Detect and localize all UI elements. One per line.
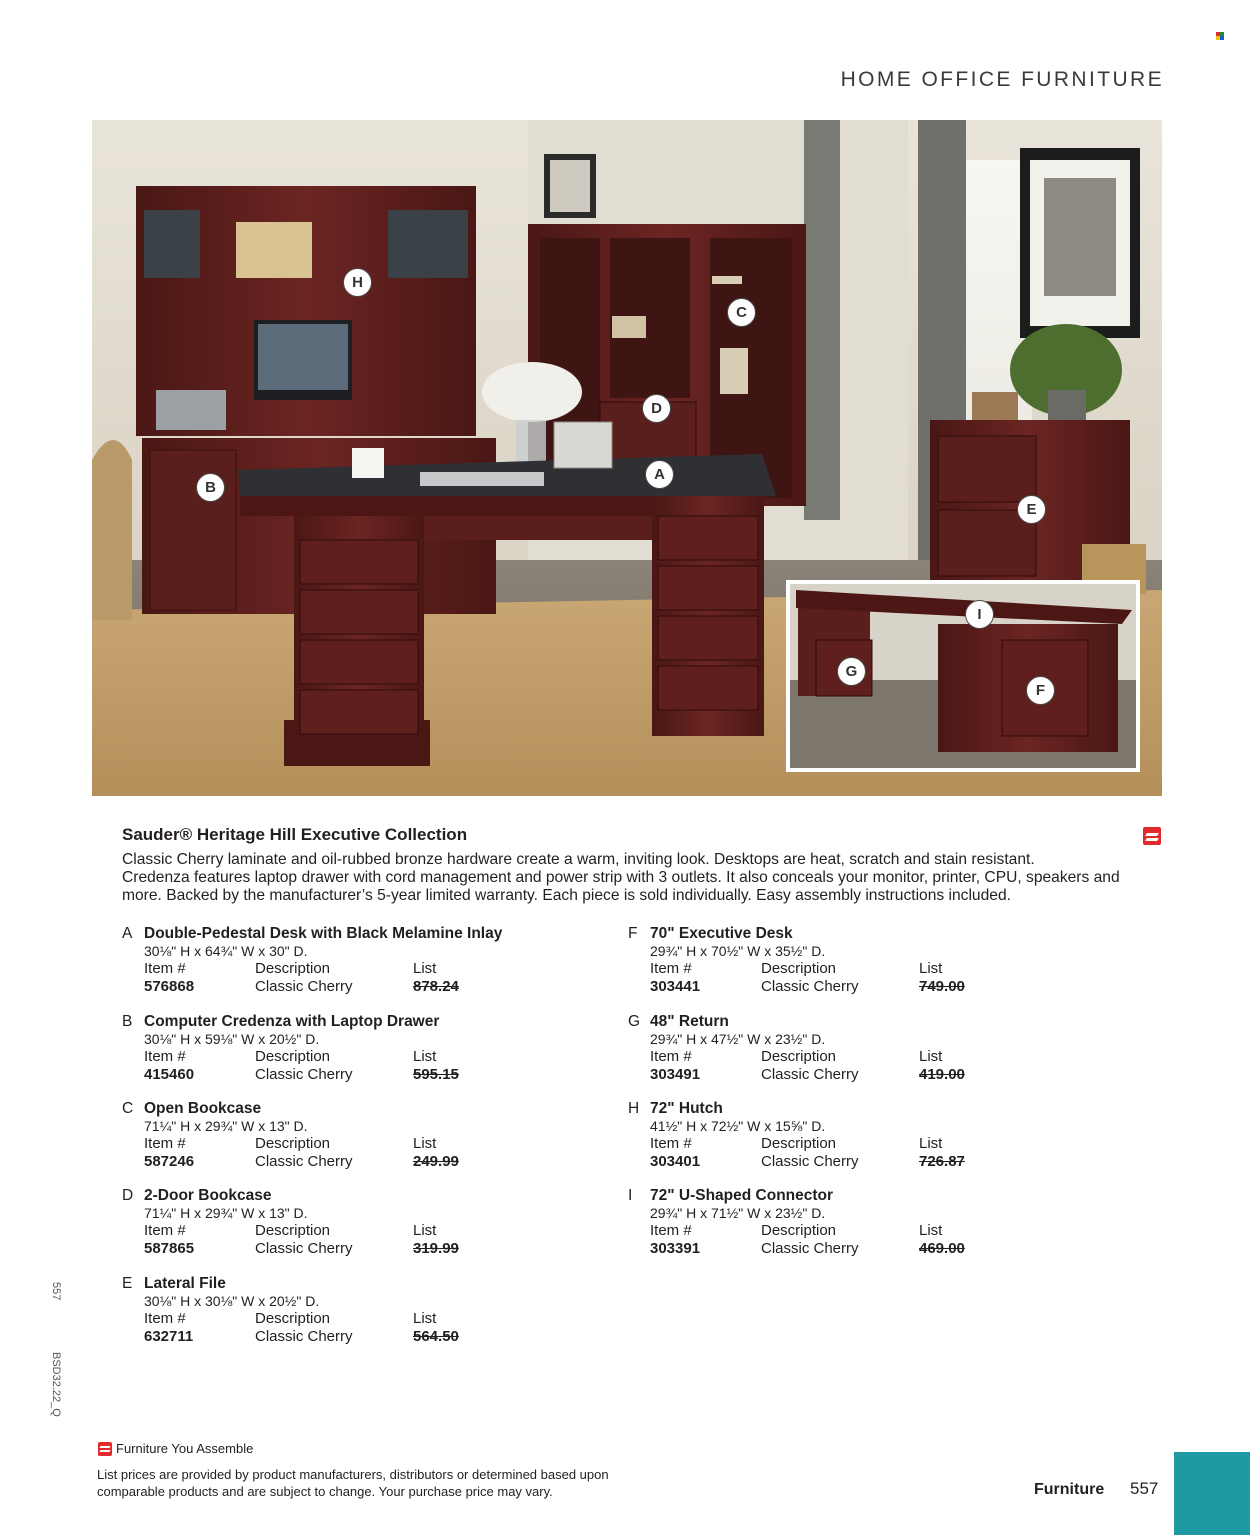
header-item: Item # xyxy=(650,1048,692,1065)
table-row xyxy=(628,977,965,996)
table-row xyxy=(122,1239,459,1258)
product-title: Computer Credenza with Laptop Drawer xyxy=(144,1013,440,1030)
item-number: 632711 xyxy=(144,1327,194,1345)
product-letter: C xyxy=(122,1100,134,1117)
table-row xyxy=(628,1065,965,1084)
product-dimensions: 30⅛" H x 59⅛" W x 20½" D. xyxy=(144,1030,320,1047)
product-name xyxy=(628,1100,825,1118)
header-item: Item # xyxy=(144,1135,186,1152)
list-price: 419.00 xyxy=(919,1065,965,1083)
callout-g: G xyxy=(837,657,866,686)
product-letter: D xyxy=(122,1187,134,1204)
header-list: List xyxy=(413,1135,437,1152)
list-price: 319.99 xyxy=(413,1239,459,1257)
header-description: Description xyxy=(761,1135,837,1152)
footer-page-number: 557 xyxy=(1130,1479,1159,1498)
description-line: more. Backed by the manufacturer’s 5-year limited warranty. Each piece is sold individually. Easy assembly instructions included. xyxy=(122,887,1011,904)
product-title: 2-Door Bookcase xyxy=(144,1187,272,1204)
product-title: 70" Executive Desk xyxy=(650,925,793,942)
callout-c: C xyxy=(727,298,756,327)
header-item: Item # xyxy=(144,1222,186,1239)
product-name xyxy=(122,1187,308,1205)
product-letter: G xyxy=(628,1013,641,1030)
table-header-row xyxy=(122,1048,439,1066)
footer-disclaimer xyxy=(97,1466,609,1500)
product-name xyxy=(122,1275,319,1293)
table-row xyxy=(122,1152,459,1171)
office-scene-illustration xyxy=(92,120,1162,796)
page-tab xyxy=(1174,1452,1250,1535)
description-line: Credenza features laptop drawer with cord management and power strip with 3 outlets. It also conceals your monitor, printer, CPU, speakers and xyxy=(122,869,1120,886)
header-list: List xyxy=(919,1048,943,1065)
footer-category: Furniture xyxy=(1034,1481,1105,1498)
item-description: Classic Cherry xyxy=(761,1152,859,1170)
product-letter: E xyxy=(122,1275,133,1292)
table-header-row xyxy=(122,1310,437,1328)
product-name xyxy=(122,1013,439,1031)
product-dimensions: 30⅛" H x 30⅛" W x 20½" D. xyxy=(144,1292,320,1309)
product-item-d xyxy=(122,1187,459,1257)
product-title: 48" Return xyxy=(650,1013,729,1030)
header-description: Description xyxy=(761,1222,837,1239)
item-number: 587865 xyxy=(144,1239,195,1257)
product-dimensions: 29¾" H x 70½" W x 35½" D. xyxy=(650,942,826,959)
table-row xyxy=(628,1239,965,1258)
table-row xyxy=(122,978,502,996)
product-photo xyxy=(92,120,1162,796)
header-description: Description xyxy=(761,1048,837,1065)
callout-a: A xyxy=(645,460,674,489)
item-description: Classic Cherry xyxy=(255,1065,353,1083)
item-number: 415460 xyxy=(144,1065,195,1083)
table-row xyxy=(628,1152,965,1171)
header-description: Description xyxy=(255,1222,331,1239)
collection-title: Sauder® Heritage Hill Executive Collection xyxy=(122,825,468,844)
product-letter: F xyxy=(628,925,638,942)
table-header-row xyxy=(122,1135,437,1153)
header-list: List xyxy=(413,1048,437,1065)
section-header: HOME OFFICE FURNITURE xyxy=(840,68,1164,91)
item-description: Classic Cherry xyxy=(255,977,353,995)
item-description: Classic Cherry xyxy=(761,1065,859,1083)
furniture-you-assemble-icon xyxy=(98,1442,112,1456)
list-price: 564.50 xyxy=(413,1327,459,1345)
table-header-row xyxy=(122,960,502,978)
header-list: List xyxy=(413,1222,437,1239)
header-item: Item # xyxy=(144,1048,186,1065)
header-description: Description xyxy=(255,1310,331,1327)
table-row xyxy=(122,1065,459,1084)
header-item: Item # xyxy=(650,1135,692,1152)
list-price: 878.24 xyxy=(413,977,459,995)
product-name xyxy=(628,925,825,943)
product-dimensions: 41½" H x 72½" W x 15⅝" D. xyxy=(650,1117,826,1134)
item-number: 303401 xyxy=(650,1152,701,1170)
product-name xyxy=(122,925,502,943)
item-number: 303441 xyxy=(650,977,701,995)
product-item-f xyxy=(628,925,965,995)
product-dimensions: 30⅛" H x 64¾" W x 30" D. xyxy=(144,942,308,959)
product-letter: I xyxy=(628,1187,633,1204)
footer-legend xyxy=(98,1441,253,1456)
header-description: Description xyxy=(255,1135,331,1152)
header-list: List xyxy=(413,960,437,977)
product-title: 72" U-Shaped Connector xyxy=(650,1187,834,1204)
item-description: Classic Cherry xyxy=(761,1239,859,1257)
side-page-number: 557 xyxy=(50,1282,62,1301)
header-list: List xyxy=(919,1222,943,1239)
header-item: Item # xyxy=(144,960,186,977)
catalog-code: BSD32.22_Q xyxy=(50,1352,62,1417)
description-line: Classic Cherry laminate and oil-rubbed bronze hardware create a warm, inviting look. Desktops are heat, scratch and stain resistant. xyxy=(122,851,1035,868)
item-number: 303391 xyxy=(650,1239,701,1257)
header-item: Item # xyxy=(650,960,692,977)
header-list: List xyxy=(919,960,943,977)
collection-description xyxy=(122,851,1132,905)
registration-mark-icon xyxy=(1216,32,1224,40)
product-item-b xyxy=(122,1013,459,1083)
list-price: 469.00 xyxy=(919,1239,965,1257)
table-header-row xyxy=(628,1048,943,1066)
callout-i: I xyxy=(965,600,994,629)
product-item-g xyxy=(628,1013,965,1083)
header-item: Item # xyxy=(650,1222,692,1239)
table-header-row xyxy=(628,1135,943,1153)
disclaimer-line: comparable products and are subject to change. Your purchase price may vary. xyxy=(97,1484,553,1499)
product-item-a xyxy=(122,925,502,995)
header-list: List xyxy=(413,1310,437,1327)
disclaimer-line: List prices are provided by product manufacturers, distributors or determined based upon xyxy=(97,1467,609,1482)
product-name xyxy=(628,1187,833,1205)
furniture-you-assemble-icon xyxy=(1143,827,1161,845)
product-item-e xyxy=(122,1275,459,1345)
list-price: 249.99 xyxy=(413,1152,459,1170)
callout-d: D xyxy=(642,394,671,423)
table-row xyxy=(122,1327,459,1346)
item-description: Classic Cherry xyxy=(255,1152,353,1170)
list-price: 595.15 xyxy=(413,1065,459,1083)
item-number: 576868 xyxy=(144,977,195,995)
header-item: Item # xyxy=(144,1310,186,1327)
item-description: Classic Cherry xyxy=(761,977,859,995)
callout-e: E xyxy=(1017,495,1046,524)
callout-b: B xyxy=(196,473,225,502)
product-letter: H xyxy=(628,1100,640,1117)
table-header-row xyxy=(122,1222,437,1240)
table-header-row xyxy=(628,1222,943,1240)
item-description: Classic Cherry xyxy=(255,1239,353,1257)
product-dimensions: 71¼" H x 29¾" W x 13" D. xyxy=(144,1117,308,1134)
product-title: Double-Pedestal Desk with Black Melamine Inlay xyxy=(144,925,503,942)
header-description: Description xyxy=(761,960,837,977)
product-item-i xyxy=(628,1187,965,1257)
product-letter: B xyxy=(122,1013,133,1030)
product-dimensions: 71¼" H x 29¾" W x 13" D. xyxy=(144,1204,308,1221)
callout-h: H xyxy=(343,268,372,297)
list-price: 749.00 xyxy=(919,977,965,995)
table-header-row xyxy=(628,960,943,978)
callout-f: F xyxy=(1026,676,1055,705)
legend-label: Furniture You Assemble xyxy=(116,1441,254,1456)
product-name xyxy=(628,1013,825,1031)
item-number: 303491 xyxy=(650,1065,701,1083)
header-list: List xyxy=(919,1135,943,1152)
product-title: 72" Hutch xyxy=(650,1100,723,1117)
product-title: Open Bookcase xyxy=(144,1100,262,1117)
list-price: 726.87 xyxy=(919,1152,965,1170)
item-number: 587246 xyxy=(144,1152,195,1170)
product-item-c xyxy=(122,1100,459,1170)
product-name xyxy=(122,1100,308,1118)
product-title: Lateral File xyxy=(144,1275,226,1292)
product-dimensions: 29¾" H x 47½" W x 23½" D. xyxy=(650,1030,826,1047)
header-description: Description xyxy=(255,960,331,977)
header-description: Description xyxy=(255,1048,331,1065)
product-letter: A xyxy=(122,925,133,942)
product-item-h xyxy=(628,1100,965,1170)
item-description: Classic Cherry xyxy=(255,1327,353,1345)
product-dimensions: 29¾" H x 71½" W x 23½" D. xyxy=(650,1204,826,1221)
